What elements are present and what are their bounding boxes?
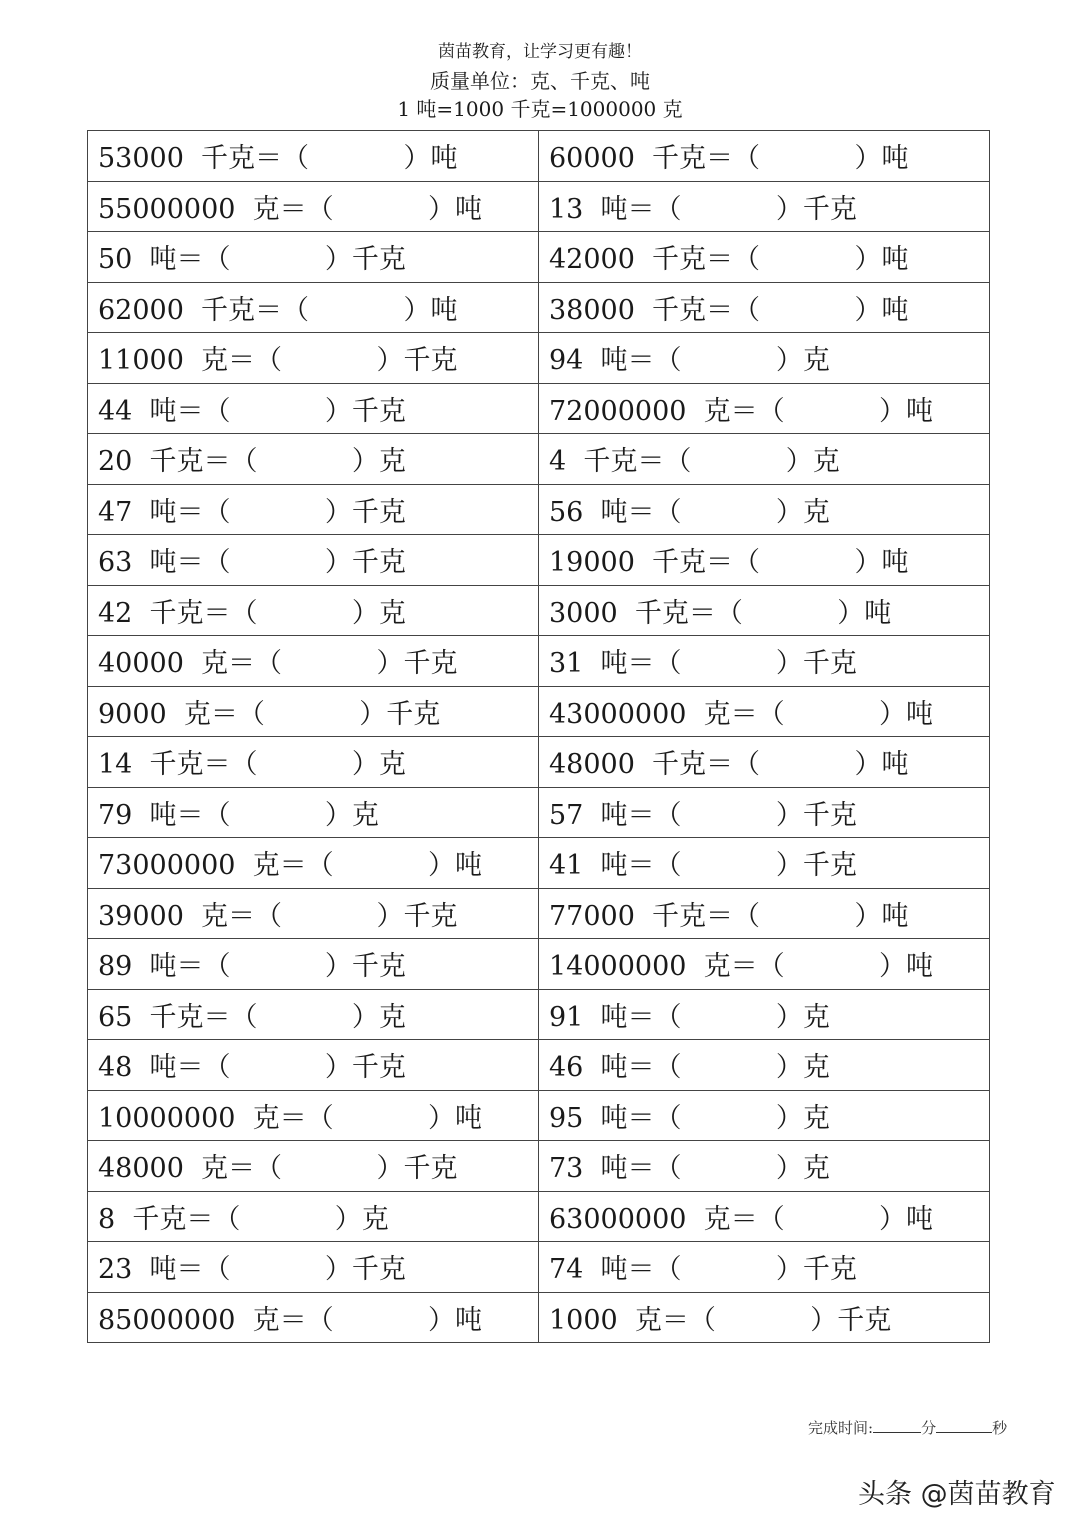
table-row bbox=[88, 1242, 990, 1293]
completion-time-label: 完成时间: bbox=[808, 1419, 874, 1437]
table-row bbox=[88, 434, 990, 485]
minutes-blank[interactable] bbox=[873, 1418, 921, 1433]
table-row bbox=[88, 939, 990, 990]
table-row bbox=[88, 181, 990, 232]
exercise-cell[interactable]: 48 吨＝（ ）千克 bbox=[88, 1040, 539, 1091]
exercise-cell[interactable]: 14000000 克＝（ ）吨 bbox=[539, 939, 990, 990]
conversion-formula: 1 吨=1000 千克=1000000 克 bbox=[397, 97, 683, 121]
exercise-cell[interactable]: 91 吨＝（ ）克 bbox=[539, 989, 990, 1040]
second-unit: 秒 bbox=[992, 1419, 1008, 1437]
table-row bbox=[88, 282, 990, 333]
table-row bbox=[88, 1090, 990, 1141]
table-row bbox=[88, 484, 990, 535]
table-row bbox=[88, 333, 990, 384]
exercise-cell[interactable]: 48000 千克＝（ ）吨 bbox=[539, 737, 990, 788]
exercise-cell[interactable]: 53000 千克＝（ ）吨 bbox=[88, 131, 539, 182]
exercise-cell[interactable]: 94 吨＝（ ）克 bbox=[539, 333, 990, 384]
table-row bbox=[88, 1141, 990, 1192]
exercise-cell[interactable]: 8 千克＝（ ）克 bbox=[88, 1191, 539, 1242]
exercise-cell[interactable]: 79 吨＝（ ）克 bbox=[88, 787, 539, 838]
exercise-cell[interactable]: 40000 克＝（ ）千克 bbox=[88, 636, 539, 687]
exercise-cell[interactable]: 85000000 克＝（ ）吨 bbox=[88, 1292, 539, 1343]
exercise-cell[interactable]: 19000 千克＝（ ）吨 bbox=[539, 535, 990, 586]
exercise-table bbox=[87, 130, 990, 1343]
exercise-cell[interactable]: 62000 千克＝（ ）吨 bbox=[88, 282, 539, 333]
exercise-cell[interactable]: 48000 克＝（ ）千克 bbox=[88, 1141, 539, 1192]
exercise-cell[interactable]: 4 千克＝（ ）克 bbox=[539, 434, 990, 485]
exercise-cell[interactable]: 74 吨＝（ ）千克 bbox=[539, 1242, 990, 1293]
exercise-cell[interactable]: 11000 克＝（ ）千克 bbox=[88, 333, 539, 384]
exercise-cell[interactable]: 60000 千克＝（ ）吨 bbox=[539, 131, 990, 182]
exercise-cell[interactable]: 20 千克＝（ ）克 bbox=[88, 434, 539, 485]
table-row bbox=[88, 1191, 990, 1242]
page-title: 质量单位：克、千克、吨 bbox=[430, 69, 650, 93]
table-row bbox=[88, 535, 990, 586]
exercise-cell[interactable]: 42000 千克＝（ ）吨 bbox=[539, 232, 990, 283]
table-row bbox=[88, 383, 990, 434]
table-row bbox=[88, 636, 990, 687]
exercise-cell[interactable]: 63 吨＝（ ）千克 bbox=[88, 535, 539, 586]
table-row bbox=[88, 1292, 990, 1343]
exercise-cell[interactable]: 95 吨＝（ ）克 bbox=[539, 1090, 990, 1141]
exercise-cell[interactable]: 10000000 克＝（ ）吨 bbox=[88, 1090, 539, 1141]
exercise-cell[interactable]: 31 吨＝（ ）千克 bbox=[539, 636, 990, 687]
exercise-cell[interactable]: 73 吨＝（ ）克 bbox=[539, 1141, 990, 1192]
exercise-cell[interactable]: 89 吨＝（ ）千克 bbox=[88, 939, 539, 990]
exercise-cell[interactable]: 14 千克＝（ ）克 bbox=[88, 737, 539, 788]
exercise-cell[interactable]: 13 吨＝（ ）千克 bbox=[539, 181, 990, 232]
exercise-cell[interactable]: 72000000 克＝（ ）吨 bbox=[539, 383, 990, 434]
seconds-blank[interactable] bbox=[936, 1418, 992, 1433]
exercise-cell[interactable]: 42 千克＝（ ）克 bbox=[88, 585, 539, 636]
brand-slogan: 茵苗教育，让学习更有趣！ bbox=[438, 42, 642, 62]
exercise-cell[interactable]: 39000 克＝（ ）千克 bbox=[88, 888, 539, 939]
minute-unit: 分 bbox=[921, 1419, 937, 1437]
exercise-cell[interactable]: 57 吨＝（ ）千克 bbox=[539, 787, 990, 838]
exercise-cell[interactable]: 44 吨＝（ ）千克 bbox=[88, 383, 539, 434]
table-row bbox=[88, 1040, 990, 1091]
exercise-cell[interactable]: 65 千克＝（ ）克 bbox=[88, 989, 539, 1040]
exercise-cell[interactable]: 56 吨＝（ ）克 bbox=[539, 484, 990, 535]
table-row bbox=[88, 232, 990, 283]
table-row bbox=[88, 585, 990, 636]
exercise-cell[interactable]: 3000 千克＝（ ）吨 bbox=[539, 585, 990, 636]
exercise-cell[interactable]: 23 吨＝（ ）千克 bbox=[88, 1242, 539, 1293]
exercise-cell[interactable]: 55000000 克＝（ ）吨 bbox=[88, 181, 539, 232]
exercise-cell[interactable]: 1000 克＝（ ）千克 bbox=[539, 1292, 990, 1343]
exercise-cell[interactable]: 63000000 克＝（ ）吨 bbox=[539, 1191, 990, 1242]
table-row bbox=[88, 131, 990, 182]
table-row bbox=[88, 838, 990, 889]
exercise-cell[interactable]: 47 吨＝（ ）千克 bbox=[88, 484, 539, 535]
table-row bbox=[88, 888, 990, 939]
exercise-cell[interactable]: 77000 千克＝（ ）吨 bbox=[539, 888, 990, 939]
table-row bbox=[88, 787, 990, 838]
watermark: 头条 @茵苗教育 bbox=[858, 1479, 1056, 1510]
exercise-cell[interactable]: 46 吨＝（ ）克 bbox=[539, 1040, 990, 1091]
exercise-cell[interactable]: 38000 千克＝（ ）吨 bbox=[539, 282, 990, 333]
exercise-cell[interactable]: 41 吨＝（ ）千克 bbox=[539, 838, 990, 889]
exercise-cell[interactable]: 73000000 克＝（ ）吨 bbox=[88, 838, 539, 889]
exercise-cell[interactable]: 9000 克＝（ ）千克 bbox=[88, 686, 539, 737]
table-row bbox=[88, 989, 990, 1040]
completion-time bbox=[808, 1417, 1007, 1438]
table-row bbox=[88, 737, 990, 788]
exercise-cell[interactable]: 43000000 克＝（ ）吨 bbox=[539, 686, 990, 737]
exercise-cell[interactable]: 50 吨＝（ ）千克 bbox=[88, 232, 539, 283]
table-row bbox=[88, 686, 990, 737]
